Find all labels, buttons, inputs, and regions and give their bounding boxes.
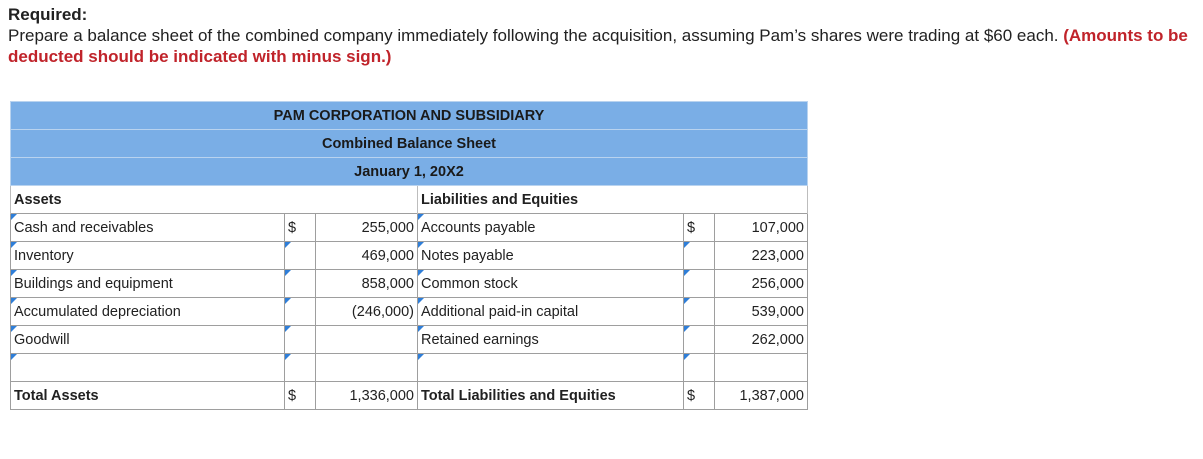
asset-dollar-sign: $ xyxy=(285,214,316,242)
required-text xyxy=(8,25,1198,67)
liability-label-input[interactable]: Notes payable xyxy=(418,242,684,270)
table-row xyxy=(11,270,808,298)
liability-dollar-cell[interactable] xyxy=(684,326,715,354)
statement-title: Combined Balance Sheet xyxy=(11,130,808,158)
liability-label-input[interactable] xyxy=(418,354,684,382)
total-liabilities-label: Total Liabilities and Equities xyxy=(418,382,684,410)
liability-dollar-cell[interactable] xyxy=(684,242,715,270)
table-row xyxy=(11,242,808,270)
required-description: Prepare a balance sheet of the combined company immediately following the acquisition, assuming Pam’s shares were trading at $60 each. xyxy=(8,26,1059,45)
liabilities-header: Liabilities and Equities xyxy=(418,186,808,214)
totals-row xyxy=(11,382,808,410)
total-liabilities-amount[interactable]: 1,387,000 xyxy=(715,382,808,410)
instructions xyxy=(8,4,1198,67)
total-assets-dollar-sign: $ xyxy=(285,382,316,410)
liability-label-input[interactable]: Common stock xyxy=(418,270,684,298)
asset-label-input[interactable]: Goodwill xyxy=(11,326,285,354)
liability-label-input[interactable]: Retained earnings xyxy=(418,326,684,354)
asset-amount-input[interactable]: 858,000 xyxy=(316,270,418,298)
asset-dollar-cell[interactable] xyxy=(285,298,316,326)
asset-dollar-cell[interactable] xyxy=(285,270,316,298)
asset-amount-input[interactable] xyxy=(316,354,418,382)
asset-label-input[interactable]: Inventory xyxy=(11,242,285,270)
liability-label-input[interactable]: Accounts payable xyxy=(418,214,684,242)
liability-amount-input[interactable]: 262,000 xyxy=(715,326,808,354)
assets-header: Assets xyxy=(11,186,418,214)
asset-amount-input[interactable] xyxy=(316,326,418,354)
statement-date: January 1, 20X2 xyxy=(11,158,808,186)
liability-amount-input[interactable]: 539,000 xyxy=(715,298,808,326)
asset-amount-input[interactable]: 469,000 xyxy=(316,242,418,270)
liability-dollar-cell[interactable] xyxy=(684,298,715,326)
required-note: (Amounts to be deducted should be indicated with minus sign.) xyxy=(8,26,1188,66)
asset-dollar-cell[interactable] xyxy=(285,354,316,382)
liability-amount-input[interactable]: 107,000 xyxy=(715,214,808,242)
total-assets-label: Total Assets xyxy=(11,382,285,410)
asset-label-input[interactable] xyxy=(11,354,285,382)
asset-label-input[interactable]: Buildings and equipment xyxy=(11,270,285,298)
asset-dollar-cell[interactable] xyxy=(285,242,316,270)
table-row xyxy=(11,214,808,242)
asset-amount-input[interactable]: (246,000) xyxy=(316,298,418,326)
liability-amount-input[interactable]: 223,000 xyxy=(715,242,808,270)
company-name: PAM CORPORATION AND SUBSIDIARY xyxy=(11,102,808,130)
liability-amount-input[interactable] xyxy=(715,354,808,382)
liability-dollar-sign: $ xyxy=(684,214,715,242)
table-row xyxy=(11,298,808,326)
required-title: Required: xyxy=(8,5,88,24)
liability-amount-input[interactable]: 256,000 xyxy=(715,270,808,298)
asset-amount-input[interactable]: 255,000 xyxy=(316,214,418,242)
total-assets-amount[interactable]: 1,336,000 xyxy=(316,382,418,410)
liability-label-input[interactable]: Additional paid-in capital xyxy=(418,298,684,326)
liability-dollar-cell[interactable] xyxy=(684,354,715,382)
liability-dollar-cell[interactable] xyxy=(684,270,715,298)
balance-sheet-table xyxy=(10,101,808,410)
asset-label-input[interactable]: Accumulated depreciation xyxy=(11,298,285,326)
table-row xyxy=(11,354,808,382)
asset-dollar-cell[interactable] xyxy=(285,326,316,354)
asset-label-input[interactable]: Cash and receivables xyxy=(11,214,285,242)
table-row xyxy=(11,326,808,354)
total-liabilities-dollar-sign: $ xyxy=(684,382,715,410)
